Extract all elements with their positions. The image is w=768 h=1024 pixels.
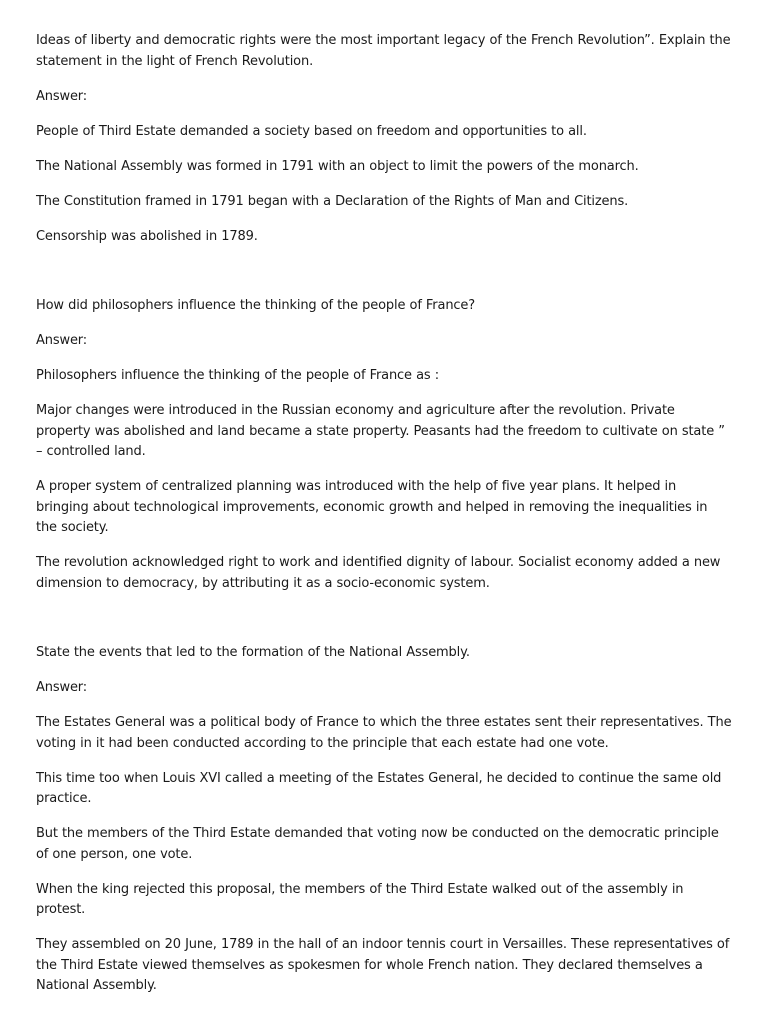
answer-2-paragraph-4: The revolution acknowledged right to work and identified dignity of labour. Socialist economy added a new dimension to democracy, by attributing it as a socio-economic system. xyxy=(36,555,721,591)
answer-1-paragraph-1: People of Third Estate demanded a society based on freedom and opportunities to all. xyxy=(36,123,587,139)
answer-3-paragraph-1: The Estates General was a political body of France to which the three estates sent their representatives. The voting in it had been conducted according to the principle that each estate had one vote. xyxy=(36,715,732,751)
answer-2-paragraph-2: Major changes were introduced in the Russian economy and agriculture after the revolution. Private property was abolished and land became a state property. Peasants had the freedom to cultivate on state ” – controlled land. xyxy=(36,403,725,459)
answer-1-paragraph-3: The Constitution framed in 1791 began with a Declaration of the Rights of Man and Citizens. xyxy=(36,193,629,209)
answer-3-paragraph-4: When the king rejected this proposal, the members of the Third Estate walked out of the assembly in protest. xyxy=(36,881,684,917)
answer-3-paragraph-2: This time too when Louis XVI called a meeting of the Estates General, he decided to continue the same old practice. xyxy=(36,770,722,806)
answer-label-2: Answer: xyxy=(36,333,87,348)
answer-2-paragraph-1: Philosophers influence the thinking of the people of France as : xyxy=(36,368,439,383)
question-2: How did philosophers influence the thinking of the people of France? xyxy=(36,298,476,313)
answer-1-paragraph-2: The National Assembly was formed in 1791 with an object to limit the powers of the monarch. xyxy=(36,158,639,174)
answer-2-paragraph-3: A proper system of centralized planning was introduced with the help of five year plans. It helped in bringing about technological improvements, economic growth and helped in removing the inequalities in the society. xyxy=(36,479,708,535)
answer-1-paragraph-4: Censorship was abolished in 1789. xyxy=(36,228,258,244)
answer-label-1: Answer: xyxy=(36,88,87,104)
answer-label-3: Answer: xyxy=(36,680,87,695)
answer-3-paragraph-5: They assembled on 20 June, 1789 in the hall of an indoor tennis court in Versailles. These representatives of the Third Estate viewed themselves as spokesmen for whole French nation. They declared themselves a National Assembly. xyxy=(36,937,730,993)
answer-3-paragraph-3: But the members of the Third Estate demanded that voting now be conducted on the democratic principle of one person, one vote. xyxy=(36,826,719,862)
question-3: State the events that led to the formation of the National Assembly. xyxy=(36,645,470,660)
question-1: Ideas of liberty and democratic rights were the most important legacy of the French Revolution”. Explain the statement in the light of French Revolution. xyxy=(36,33,731,69)
